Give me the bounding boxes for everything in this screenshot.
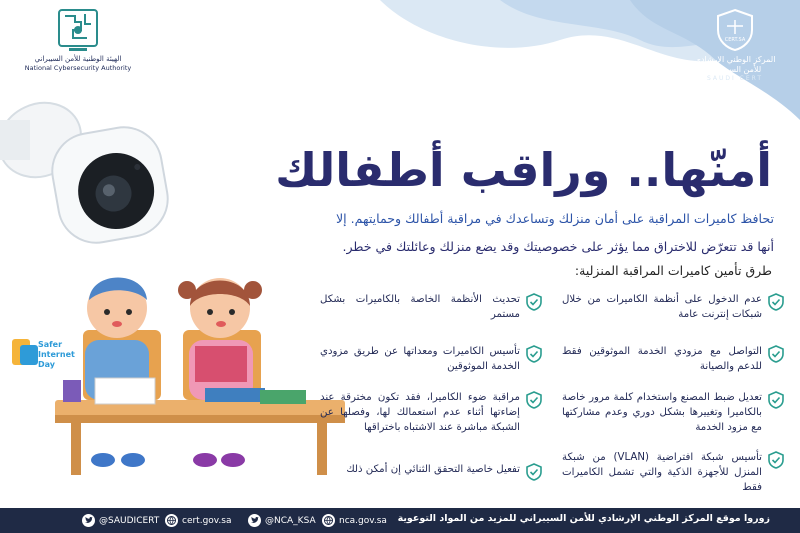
- tip-left-1: [320, 292, 542, 322]
- intro-line-2: أنها قد تتعرّض للاختراق مما يؤثر على خصوصيتك وقد يضع منزلك وعائلتك في خطر.: [342, 239, 774, 254]
- footer-web-cert-label: cert.gov.sa: [182, 515, 232, 526]
- cert-shield-icon: [715, 8, 755, 52]
- tip-right-4: [562, 450, 784, 495]
- shield-check-icon: [768, 293, 784, 311]
- shield-check-icon: [768, 451, 784, 469]
- tip-left-2: [320, 344, 542, 374]
- footer-twitter-cert[interactable]: [82, 513, 159, 528]
- nca-emblem-icon: [55, 8, 101, 52]
- cert-name-ar-2: للأمن السيبراني: [708, 65, 762, 74]
- footer-twitter-nca-label: @NCA_KSA: [265, 515, 316, 526]
- children-studying-illustration: [55, 260, 345, 475]
- shield-check-icon: [768, 345, 784, 363]
- tip-text: تأسيس شبكة افتراضية (VLAN) من شبكة المنزل للأجهزة الذكية والتي تشمل الكاميرات فقط: [562, 452, 762, 493]
- tips-heading: طرق تأمين كاميرات المراقبة المنزلية:: [574, 263, 772, 278]
- footer-web-nca[interactable]: [322, 513, 387, 528]
- globe-icon: [165, 514, 178, 527]
- safer-internet-day-label: Safer Internet Day: [38, 340, 75, 369]
- cert-badge-text: CERT.SA: [724, 37, 746, 43]
- tip-text: عدم الدخول على أنظمة الكاميرات من خلال شبكات إنترنت عامة: [562, 294, 762, 320]
- nca-logo: [18, 8, 138, 73]
- poster-headline: أمنّها.. وراقب أطفالك: [275, 143, 772, 197]
- shield-check-icon: [526, 463, 542, 481]
- tip-left-3: [320, 390, 542, 435]
- shield-check-icon: [526, 345, 542, 363]
- footer-twitter-nca[interactable]: [248, 513, 316, 528]
- security-tips-grid: [320, 292, 784, 502]
- security-camera-illustration: [0, 100, 200, 260]
- saudi-cert-logo: [690, 8, 780, 82]
- footer-twitter-cert-label: @SAUDICERT: [99, 515, 160, 526]
- tip-left-4: [320, 462, 542, 481]
- twitter-icon: [248, 514, 261, 527]
- shield-check-icon: [526, 391, 542, 409]
- twitter-icon: [82, 514, 95, 527]
- tip-right-2: [562, 344, 784, 374]
- tip-text: تعديل ضبط المصنع واستخدام كلمة مرور خاصة بالكاميرا وتغييرها بشكل دوري وعدم مشاركتها مع مزود الخدمة: [562, 392, 762, 433]
- shield-check-icon: [526, 293, 542, 311]
- cert-name-en: SAUDI CERT: [706, 75, 764, 82]
- tip-right-3: [562, 390, 784, 435]
- footer-bar: [0, 508, 800, 533]
- intro-line-1: تحافظ كاميرات المراقبة على أمان منزلك وتساعدك في مراقبة أطفالك وحمايتهم. إلا: [335, 211, 774, 226]
- footer-message: زوروا موقع المركز الوطني الإرشادي للأمن السيبراني للمزيد من المواد التوعوية: [397, 513, 770, 524]
- intro-paragraph: [254, 205, 774, 261]
- tip-text: التواصل مع مزودي الخدمة الموثوقين فقط للدعم والصيانة: [562, 346, 762, 372]
- footer-web-nca-label: nca.gov.sa: [339, 515, 387, 526]
- nca-name-en: National Cybersecurity Authority: [24, 64, 132, 72]
- tip-text: تحديث الأنظمة الخاصة بالكاميرات بشكل مستمر: [320, 294, 520, 320]
- nca-name-ar: الهيئة الوطنية للأمن السيبراني: [34, 55, 122, 63]
- globe-icon: [322, 514, 335, 527]
- tip-right-1: [562, 292, 784, 322]
- tip-text: تأسيس الكاميرات ومعداتها عن طريق مزودي الخدمة الموثوقين: [320, 346, 520, 372]
- tip-text: مراقبة ضوء الكاميرا، فقد تكون مخترقة عند إضاءتها أثناء عدم استعمالك لها، وفصلها عن الشبكة مباشرة عند الاشتباه باختراقها: [320, 392, 520, 433]
- footer-web-cert[interactable]: [165, 513, 232, 528]
- cert-name-ar-1: المركز الوطني الإرشادي: [694, 55, 776, 64]
- tip-text: تفعيل خاصية التحقق الثنائي إن أمكن ذلك: [346, 464, 520, 475]
- shield-check-icon: [768, 391, 784, 409]
